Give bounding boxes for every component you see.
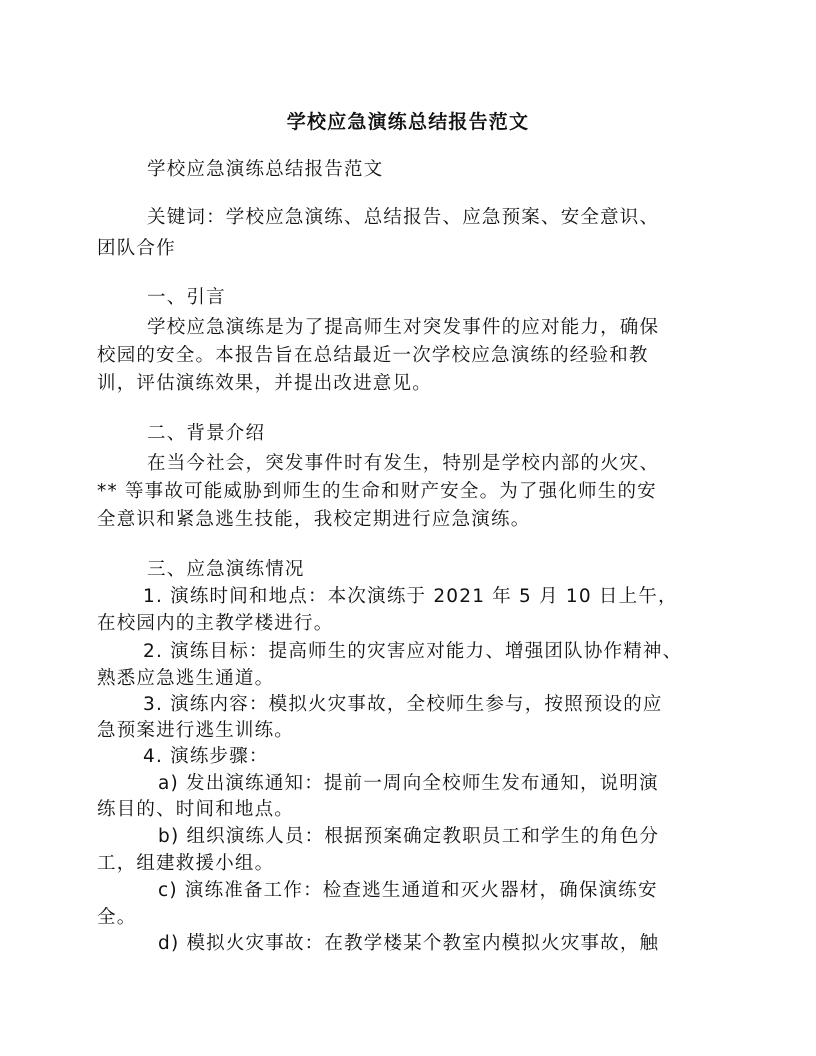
section-heading: 二、背景介绍 bbox=[147, 423, 266, 444]
keywords-line: 关键词：学校应急演练、总结报告、应急预案、安全意识、 bbox=[147, 207, 660, 228]
list-item: 在校园内的主教学楼进行。 bbox=[97, 613, 334, 634]
paragraph-line: 在当今社会，突发事件时有发生，特别是学校内部的火灾、 bbox=[147, 453, 660, 474]
document-title: 学校应急演练总结报告范文 bbox=[286, 111, 530, 133]
paragraph-line: 学校应急演练是为了提高师生对突发事件的应对能力，确保 bbox=[147, 317, 660, 338]
sub-list-item: c) 演练准备工作：检查逃生通道和灭火器材，确保演练安 bbox=[158, 880, 658, 901]
sub-list-item: 练目的、时间和地点。 bbox=[97, 799, 295, 820]
section-heading: 三、应急演练情况 bbox=[147, 559, 305, 580]
paragraph-line: 训，评估演练效果，并提出改进意见。 bbox=[97, 373, 432, 394]
subtitle: 学校应急演练总结报告范文 bbox=[147, 159, 384, 180]
sub-list-item: b) 组织演练人员：根据预案确定教职员工和学生的角色分 bbox=[158, 826, 660, 847]
sub-list-item: a) 发出演练通知：提前一周向全校师生发布通知，说明演 bbox=[158, 773, 659, 794]
paragraph-line: ** 等事故可能威胁到师生的生命和财产安全。为了强化师生的安 bbox=[97, 481, 657, 502]
paragraph-line: 全意识和紧急逃生技能，我校定期进行应急演练。 bbox=[97, 509, 531, 530]
keywords-line: 团队合作 bbox=[97, 238, 176, 259]
list-item: 4. 演练步骤： bbox=[143, 746, 269, 767]
list-item: 急预案进行逃生训练。 bbox=[97, 720, 295, 741]
paragraph-line: 校园的安全。本报告旨在总结最近一次学校应急演练的经验和教 bbox=[97, 345, 649, 366]
sub-list-item: 全。 bbox=[97, 907, 137, 928]
section-heading: 一、引言 bbox=[147, 287, 226, 308]
list-item: 2. 演练目标：提高师生的灾害应对能力、增强团队协作精神、 bbox=[143, 641, 683, 662]
sub-list-item: d) 模拟火灾事故：在教学楼某个教室内模拟火灾事故，触 bbox=[158, 933, 660, 954]
list-item: 熟悉应急逃生通道。 bbox=[97, 668, 275, 689]
list-item: 1. 演练时间和地点：本次演练于 2021 年 5 月 10 日上午， bbox=[143, 586, 678, 607]
list-item: 3. 演练内容：模拟火灾事故，全校师生参与，按照预设的应 bbox=[143, 694, 663, 715]
sub-list-item: 工，组建救援小组。 bbox=[97, 853, 275, 874]
